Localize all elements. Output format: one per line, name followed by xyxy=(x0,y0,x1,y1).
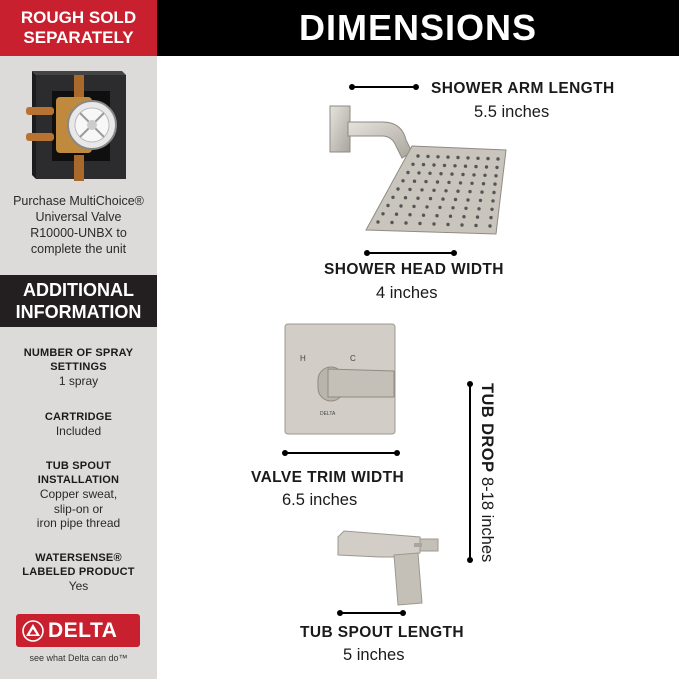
delta-tagline: see what Delta can do™ xyxy=(29,653,128,663)
info-spray-settings xyxy=(0,346,157,389)
nozzle-dot xyxy=(493,182,496,185)
info-label: NUMBER OF SPRAY xyxy=(23,347,134,359)
nozzle-dot xyxy=(454,198,457,201)
info-value: slip-on or xyxy=(53,501,104,516)
nozzle-dot xyxy=(495,166,498,169)
info-value: 1 spray xyxy=(58,374,99,388)
nozzle-dot xyxy=(472,173,475,176)
nozzle-dot xyxy=(412,205,415,208)
nozzle-dot xyxy=(435,214,438,217)
nozzle-dot xyxy=(474,224,477,227)
delta-triangle-icon xyxy=(22,620,44,642)
nozzle-dot xyxy=(453,164,456,167)
purchase-line: Purchase MultiChoice® xyxy=(13,194,144,208)
nozzle-dot xyxy=(485,165,488,168)
tub-spout-value: 5 inches xyxy=(343,646,405,664)
info-value: iron pipe thread xyxy=(36,516,121,530)
nozzle-dot xyxy=(464,165,467,168)
nozzle-dot xyxy=(496,157,499,160)
tub-drop-measure-line xyxy=(469,384,471,560)
nozzle-dot xyxy=(456,190,459,193)
nozzle-dot xyxy=(488,224,491,227)
nozzle-dot xyxy=(411,163,414,166)
nozzle-dot xyxy=(417,171,420,174)
nozzle-dot xyxy=(459,181,462,184)
purchase-line: R10000-UNBX to xyxy=(30,226,127,240)
nozzle-dot xyxy=(479,199,482,202)
info-watersense xyxy=(0,551,157,594)
tub-spout-image xyxy=(336,529,446,607)
nozzle-dot xyxy=(426,155,429,158)
nozzle-dot xyxy=(422,163,425,166)
sidebar xyxy=(0,0,157,679)
info-value: Yes xyxy=(68,579,89,593)
info-value: Included xyxy=(55,424,102,438)
nozzle-dot xyxy=(428,172,431,175)
nozzle-dot xyxy=(483,174,486,177)
info-label: INSTALLATION xyxy=(37,474,120,486)
nozzle-dot xyxy=(460,223,463,226)
nozzle-dot xyxy=(482,182,485,185)
shower-head-measure-line xyxy=(367,252,454,254)
nozzle-dot xyxy=(464,207,467,210)
nozzle-dot xyxy=(474,165,477,168)
tub-spout-measure-line xyxy=(340,612,403,614)
info-label: WATERSENSE® xyxy=(35,552,122,564)
nozzle-dot xyxy=(424,180,427,183)
valve-trim-measure-line xyxy=(285,452,397,454)
nozzle-dot xyxy=(416,154,419,157)
nozzle-dot xyxy=(395,213,398,216)
nozzle-dot xyxy=(401,179,404,182)
page-title: DIMENSIONS xyxy=(157,0,679,56)
nozzle-dot xyxy=(468,190,471,193)
info-label: SETTINGS xyxy=(50,361,107,373)
info-label: CARTRIDGE xyxy=(44,411,113,423)
rough-sold-banner xyxy=(0,0,157,56)
shower-head-image xyxy=(326,102,511,238)
nozzle-dot xyxy=(439,172,442,175)
nozzle-dot xyxy=(449,215,452,218)
info-value: Copper sweat, xyxy=(39,487,118,501)
nozzle-dot xyxy=(444,189,447,192)
nozzle-dot xyxy=(429,197,432,200)
nozzle-dot xyxy=(390,221,393,224)
additional-banner-line2: INFORMATION xyxy=(15,302,142,322)
nozzle-dot xyxy=(462,215,465,218)
rough-banner-line1: ROUGH SOLD xyxy=(20,8,137,27)
nozzle-dot xyxy=(450,172,453,175)
nozzle-dot xyxy=(432,189,435,192)
nozzle-dot xyxy=(436,180,439,183)
nozzle-dot xyxy=(466,198,469,201)
tub-spout-label: TUB SPOUT LENGTH xyxy=(300,624,464,641)
nozzle-dot xyxy=(416,197,419,200)
valve-trim-image xyxy=(282,321,398,437)
nozzle-dot xyxy=(408,213,411,216)
info-tub-spout-installation xyxy=(0,459,157,531)
delta-wordmark: DELTA xyxy=(48,618,118,642)
nozzle-dot xyxy=(432,163,435,166)
nozzle-dot xyxy=(422,214,425,217)
nozzle-dot xyxy=(436,155,439,158)
shower-arm-measure-line xyxy=(352,86,416,88)
nozzle-dot xyxy=(456,156,459,159)
tub-drop-label-group xyxy=(474,383,496,563)
shower-arm-label: SHOWER ARM LENGTH xyxy=(431,80,615,97)
info-label: LABELED PRODUCT xyxy=(22,566,135,578)
nozzle-dot xyxy=(425,205,428,208)
nozzle-dot xyxy=(441,197,444,200)
delta-logo xyxy=(16,614,140,647)
nozzle-dot xyxy=(494,174,497,177)
nozzle-dot xyxy=(418,222,421,225)
nozzle-dot xyxy=(404,196,407,199)
purchase-line: complete the unit xyxy=(30,242,127,256)
nozzle-dot xyxy=(466,156,469,159)
nozzle-dot xyxy=(413,180,416,183)
shower-head-value: 4 inches xyxy=(376,284,438,302)
trim-brand-mark: DELTA xyxy=(320,411,336,417)
nozzle-dot xyxy=(480,190,483,193)
rough-banner-line2: SEPARATELY xyxy=(23,28,134,47)
nozzle-dot xyxy=(447,181,450,184)
nozzle-dot xyxy=(486,157,489,160)
nozzle-dot xyxy=(492,191,495,194)
nozzle-dot xyxy=(404,221,407,224)
nozzle-dot xyxy=(396,187,399,190)
rough-valve-image xyxy=(22,67,136,185)
nozzle-dot xyxy=(446,223,449,226)
tub-drop-value: 8-18 inches xyxy=(478,476,496,563)
nozzle-dot xyxy=(391,196,394,199)
nozzle-dot xyxy=(443,164,446,167)
nozzle-dot xyxy=(420,188,423,191)
nozzle-dot xyxy=(399,204,402,207)
nozzle-dot xyxy=(438,206,441,209)
nozzle-dot xyxy=(491,199,494,202)
nozzle-dot xyxy=(446,155,449,158)
nozzle-dot xyxy=(376,220,379,223)
nozzle-dot xyxy=(490,208,493,211)
info-cartridge xyxy=(0,410,157,439)
info-label: TUB SPOUT xyxy=(45,460,112,472)
nozzle-dot xyxy=(386,204,389,207)
additional-info-banner xyxy=(0,275,157,327)
nozzle-dot xyxy=(432,222,435,225)
nozzle-dot xyxy=(489,216,492,219)
additional-banner-line1: ADDITIONAL xyxy=(23,280,134,300)
valve-trim-value: 6.5 inches xyxy=(282,491,358,509)
purchase-line: Universal Valve xyxy=(35,210,122,224)
shower-arm-value: 5.5 inches xyxy=(474,103,550,121)
nozzle-dot xyxy=(461,173,464,176)
purchase-note xyxy=(2,193,155,257)
nozzle-dot xyxy=(470,182,473,185)
nozzle-dot xyxy=(381,212,384,215)
valve-trim-label: VALVE TRIM WIDTH xyxy=(251,469,405,486)
nozzle-dot xyxy=(406,171,409,174)
nozzle-dot xyxy=(451,206,454,209)
nozzle-dot xyxy=(477,207,480,210)
shower-head-label: SHOWER HEAD WIDTH xyxy=(324,261,504,278)
nozzle-dot xyxy=(476,157,479,160)
nozzle-dot xyxy=(476,215,479,218)
cold-mark: C xyxy=(350,354,356,363)
nozzle-dot xyxy=(408,188,411,191)
hot-mark: H xyxy=(300,354,306,363)
tub-drop-label: TUB DROP xyxy=(478,383,496,473)
